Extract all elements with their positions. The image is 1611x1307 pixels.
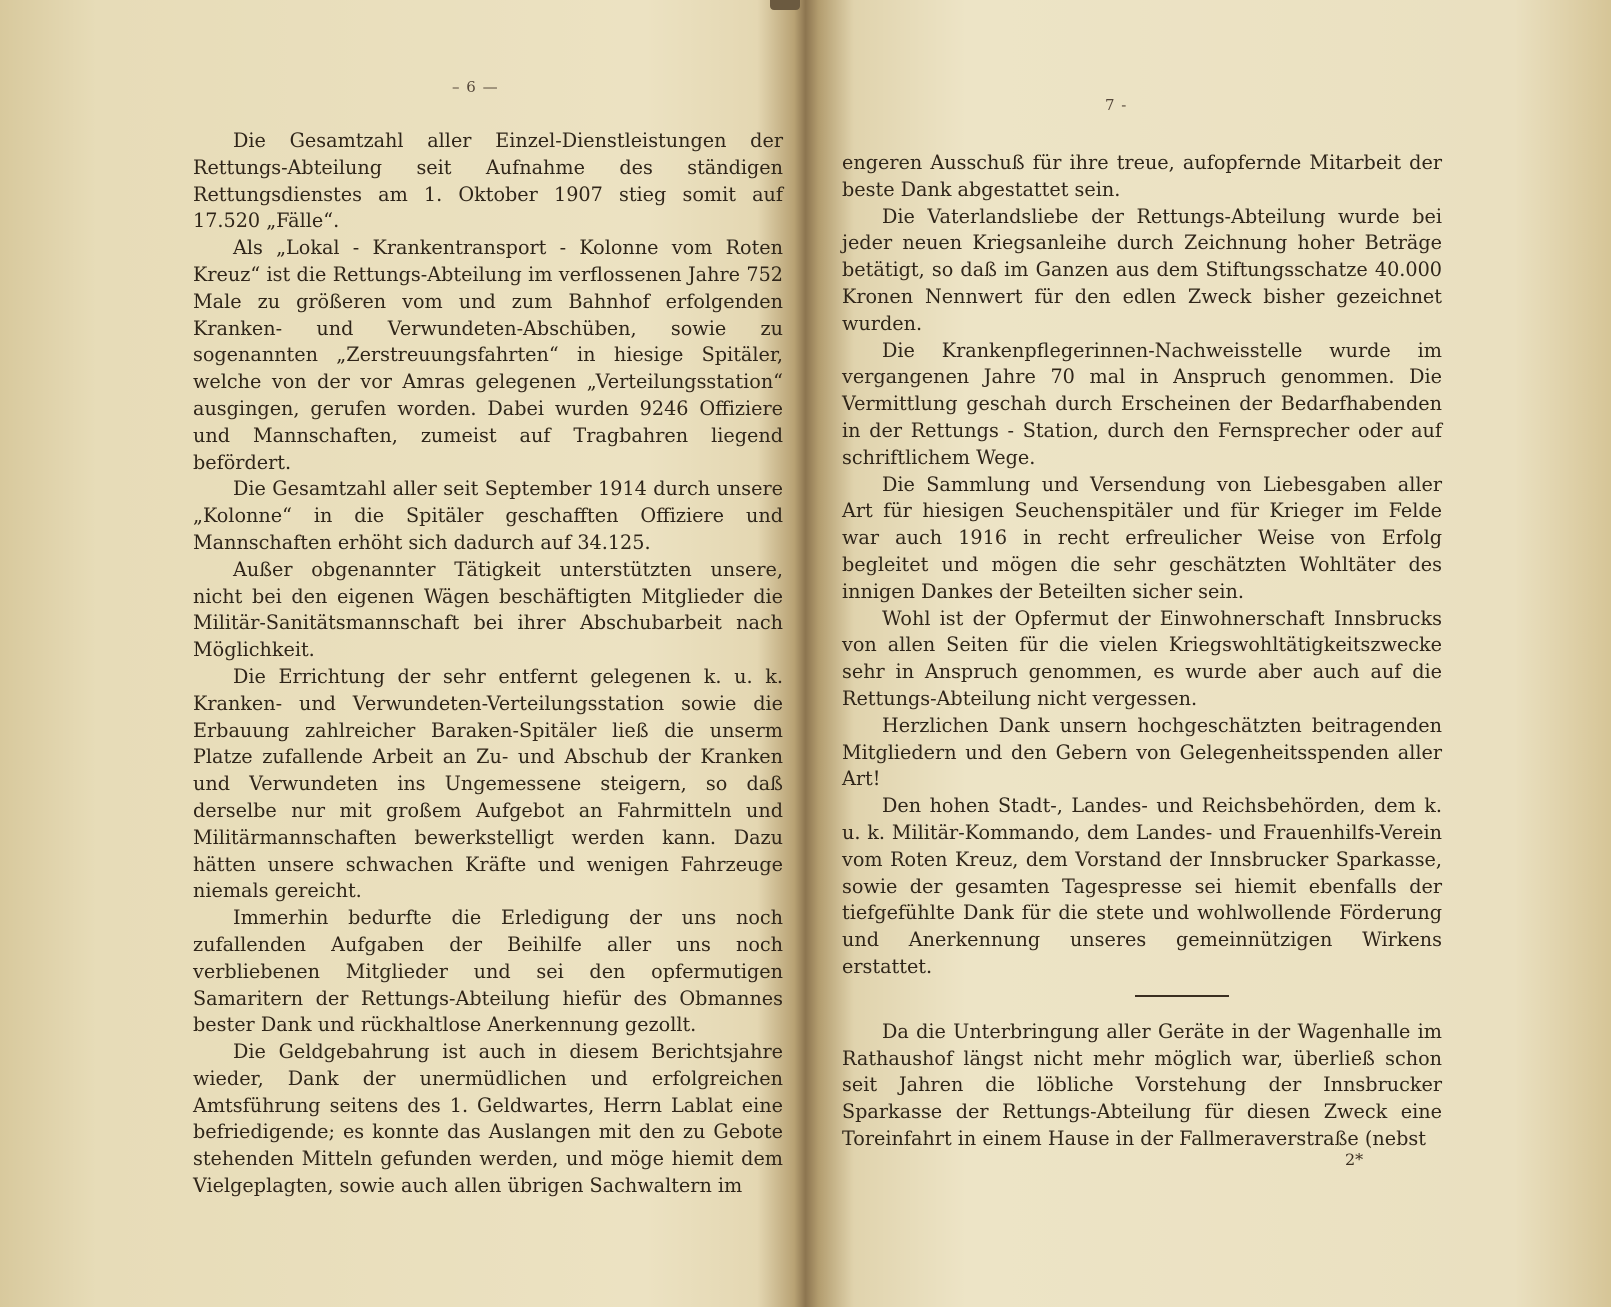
right-page <box>800 0 1611 1307</box>
paragraph: Den hohen Stadt-, Landes- und Reichsbehörden, dem k. u. k. Militär-Kommando, dem Landes- und Frauenhilfs-Verein vom Roten Kreuz, dem Vorstand der Innsbrucker Sparkasse, sowie der gesamten Tagespresse sei hiemit ebenfalls der tiefgefühlte Dank für die stete und wohlwollende Förderung und Anerkennung unseres gemeinnützigen Wirkens erstattet. <box>842 794 1442 978</box>
paragraph-continuation: engeren Ausschuß für ihre treue, aufopfernde Mitarbeit der beste Dank abgestattet sein. <box>842 151 1442 201</box>
paragraph: Die Gesamtzahl aller seit September 1914 durch unsere „Kolonne“ in die Spitäler geschafften Offiziere und Mannschaften erhöht sich dadurch auf 34.125. <box>193 477 783 554</box>
paragraph: Da die Unterbringung aller Geräte in der Wagenhalle im Rathaushof längst nicht mehr möglich war, überließ schon seit Jahren die löbliche Vorstehung der Innsbrucker Sparkasse der Rettungs-Abteilung für diesen Zweck eine Toreinfahrt in einem Hause in der Fallmeraverstraße (nebst <box>842 1019 1442 1150</box>
paragraph: Die Vaterlandsliebe der Rettungs-Abteilung wurde bei jeder neuen Kriegsanleihe durch Zeichnung hoher Beträge betätigt, so daß im Ganzen aus dem Stiftungsschatze 40.000 Kronen Nennwert für den edlen Zweck bisher gezeichnet wurden. <box>842 204 1442 335</box>
page-number: – 6 — <box>452 78 499 96</box>
paragraph: Die Errichtung der sehr entfernt gelegenen k. u. k. Kranken- und Verwundeten-Verteilungsstation sowie die Erbauung zahlreicher Baraken-Spitäler ließ die unserm Platze zufallende Arbeit an Zu- und Abschub der Kranken und Verwundeten ins Ungemessene steigern, so daß derselbe nur mit großem Aufgebot an Fahrmitteln und Militärmannschaften bewerkstelligt werden kann. Dazu hätten unsere schwachen Kräfte und wenigen Fahrzeuge niemals gereicht. <box>193 664 783 903</box>
page-number: 7 - <box>1105 96 1128 114</box>
paragraph: Wohl ist der Opfermut der Einwohnerschaft Innsbrucks von allen Seiten für die vielen Kriegswohltätigkeitszwecke sehr in Anspruch genommen, es wurde aber auch auf die Rettungs-Abteilung nicht vergessen. <box>842 606 1442 710</box>
paragraph: Als „Lokal - Krankentransport - Kolonne vom Roten Kreuz“ ist die Rettungs-Abteilung im verflossenen Jahre 752 Male zu größeren vom und zum Bahnhof erfolgenden Kranken- und Verwundeten-Abschüben, sowie zu sogenannten „Zerstreuungsfahrten“ in hiesige Spitäler, welche von der vor Amras gelegenen „Verteilungsstation“ ausgingen, gerufen worden. Dabei wurden 9246 Offiziere und Mannschaften, zumeist auf Tragbahren liegend befördert. <box>193 236 783 474</box>
paragraph: Herzlichen Dank unsern hochgeschätzten beitragenden Mitgliedern und den Gebern von Gelegenheitsspenden aller Art! <box>842 713 1442 791</box>
signature-mark: 2* <box>1345 1150 1364 1169</box>
paragraph: Die Sammlung und Versendung von Liebesgaben aller Art für hiesigen Seuchenspitäler und für Krieger im Felde war auch 1916 in recht erfreulicher Weise von Erfolg begleitet und mögen die sehr geschätzten Wohltäter des innigen Dankes der Beteilten sicher sein. <box>842 472 1442 603</box>
paragraph: Die Gesamtzahl aller Einzel-Dienstleistungen der Rettungs-Abteilung seit Aufnahme des ständigen Rettungsdienstes am 1. Oktober 1907 stieg somit auf 17.520 „Fälle“. <box>193 129 783 233</box>
paragraph: Die Geldgebahrung ist auch in diesem Berichtsjahre wieder, Dank der unermüdlichen und erfolgreichen Amtsführung seitens des 1. Geldwartes, Herrn Lablat eine befriedigende; es konnte das Auslangen mit den zu Gebote stehenden Mitteln gefunden werden, und möge hiemit dem Vielgeplagten, sowie auch allen übrigen Sachwaltern im <box>193 1040 783 1198</box>
paragraph: Außer obgenannter Tätigkeit unterstützten unsere, nicht bei den eigenen Wägen beschäftigten Mitglieder die Militär-Sanitätsmannschaft bei ihrer Abschubarbeit nach Möglichkeit. <box>193 557 783 662</box>
left-page <box>0 0 800 1307</box>
paragraph: Immerhin bedurfte die Erledigung der uns noch zufallenden Aufgaben der Beihilfe aller uns noch verbliebenen Mitglieder und sei den opfermutigen Samaritern der Rettungs-Abteilung hiefür des Obmannes bester Dank und rückhaltlose Anerkennung gezollt. <box>193 906 783 1037</box>
right-page-text <box>842 150 1442 1153</box>
paragraph: Die Krankenpflegerinnen-Nachweisstelle wurde im vergangenen Jahre 70 mal in Anspruch genommen. Die Vermittlung geschah durch Erscheinen der Bedarfhabenden in der Rettungs - Station, durch den Fernsprecher oder auf schriftlichem Wege. <box>842 338 1442 469</box>
section-divider <box>1135 995 1229 997</box>
left-page-text <box>193 128 783 1200</box>
